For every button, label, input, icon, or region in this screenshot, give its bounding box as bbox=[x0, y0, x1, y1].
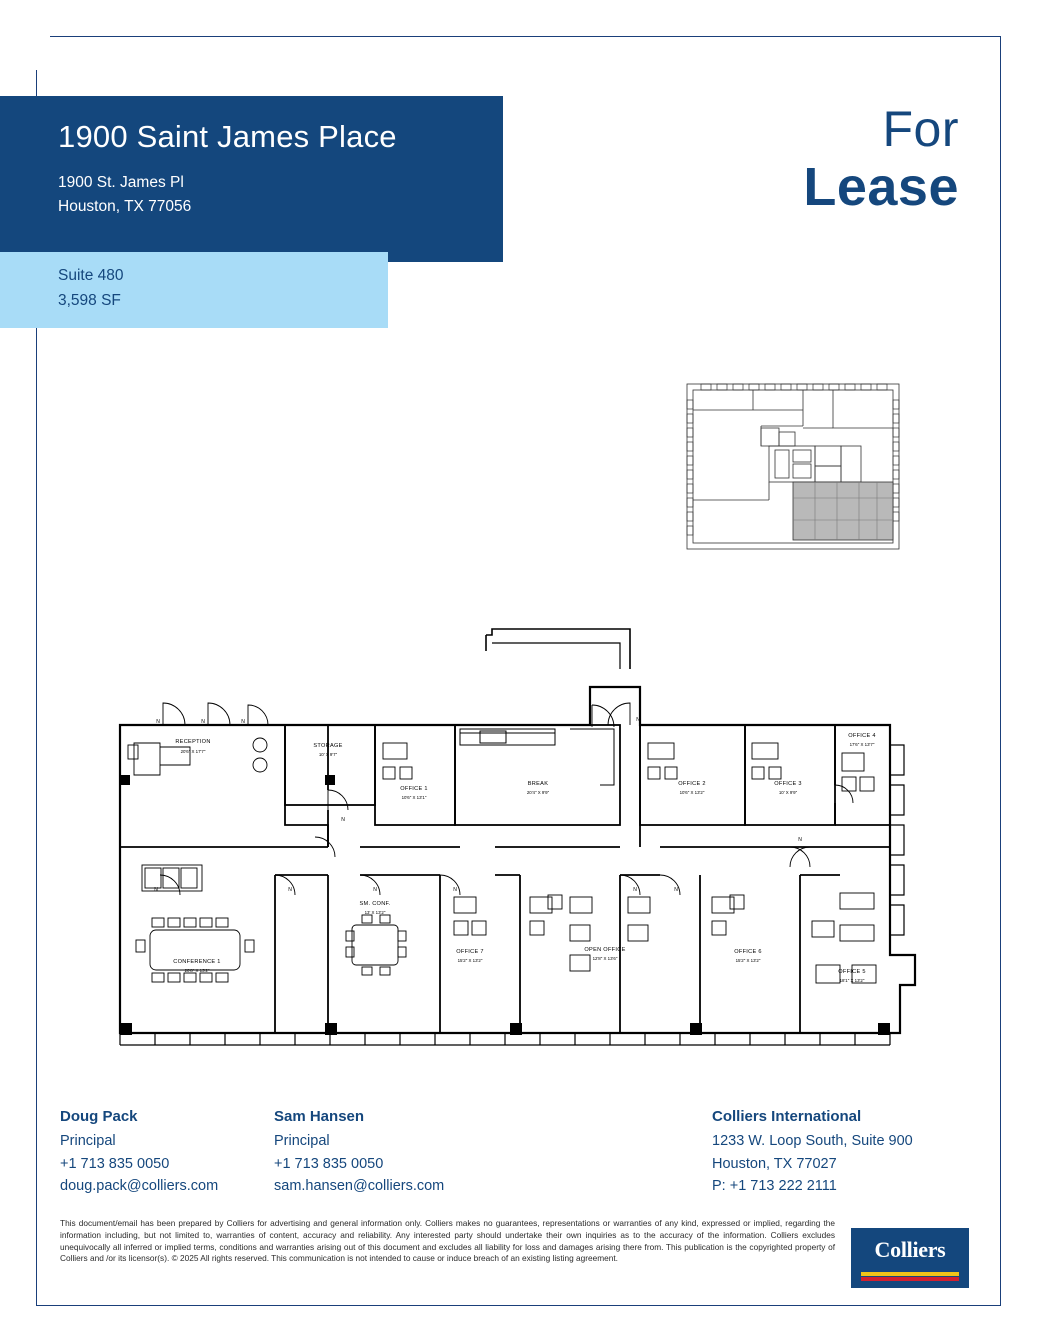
contact-name: Sam Hansen bbox=[274, 1108, 365, 1125]
svg-text:N: N bbox=[373, 887, 377, 893]
logo-bar-red bbox=[861, 1277, 959, 1281]
svg-text:CONFERENCE 1: CONFERENCE 1 bbox=[173, 959, 221, 965]
company-address-2: Houston, TX 77027 bbox=[712, 1155, 837, 1172]
svg-text:12'8" X 13'6": 12'8" X 13'6" bbox=[592, 956, 618, 961]
contact-email[interactable]: doug.pack@colliers.com bbox=[60, 1178, 219, 1195]
address-line-2: Houston, TX 77056 bbox=[58, 198, 192, 216]
svg-text:N: N bbox=[674, 887, 678, 893]
svg-text:OFFICE 5: OFFICE 5 bbox=[838, 969, 866, 975]
svg-text:N: N bbox=[798, 837, 802, 843]
address-line-1: 1900 St. James Pl bbox=[58, 174, 184, 192]
page-border-notch bbox=[30, 30, 50, 70]
lease-word: Lease bbox=[803, 157, 959, 217]
title-block bbox=[0, 96, 503, 262]
svg-text:10' X 9'9": 10' X 9'9" bbox=[778, 790, 798, 795]
company-info bbox=[712, 1105, 913, 1198]
svg-text:OPEN OFFICE: OPEN OFFICE bbox=[584, 947, 626, 953]
suite-label: Suite 480 bbox=[58, 267, 124, 284]
svg-text:N: N bbox=[201, 719, 205, 725]
svg-text:STORAGE: STORAGE bbox=[313, 743, 343, 749]
svg-text:BREAK: BREAK bbox=[527, 781, 549, 787]
suite-block bbox=[0, 252, 388, 328]
svg-text:N: N bbox=[453, 887, 457, 893]
svg-text:OFFICE 3: OFFICE 3 bbox=[774, 781, 802, 787]
svg-text:SM. CONF.: SM. CONF. bbox=[359, 901, 391, 907]
logo-wordmark: Colliers bbox=[874, 1237, 946, 1262]
svg-text:OFFICE 4: OFFICE 4 bbox=[848, 733, 876, 739]
svg-text:10' X 9'7": 10' X 9'7" bbox=[318, 752, 338, 757]
svg-text:OFFICE 6: OFFICE 6 bbox=[734, 949, 762, 955]
svg-text:N: N bbox=[156, 719, 160, 725]
for-lease-heading bbox=[803, 101, 959, 217]
svg-text:20'8" X 13'2": 20'8" X 13'2" bbox=[184, 968, 210, 973]
company-name: Colliers International bbox=[712, 1108, 862, 1125]
svg-text:13' X 13'2": 13' X 13'2" bbox=[364, 910, 386, 915]
company-phone[interactable]: P: +1 713 222 2111 bbox=[712, 1178, 837, 1195]
contact-title: Principal bbox=[274, 1133, 330, 1150]
svg-text:10'6" X 13'1": 10'6" X 13'1" bbox=[401, 795, 427, 800]
svg-text:10'6" X 13'2": 10'6" X 13'2" bbox=[679, 790, 705, 795]
contact-phone[interactable]: +1 713 835 0050 bbox=[60, 1155, 170, 1172]
page-title: 1900 Saint James Place bbox=[58, 119, 397, 154]
svg-text:20'6" X 17'7": 20'6" X 17'7" bbox=[180, 749, 206, 754]
contact-name: Doug Pack bbox=[60, 1108, 138, 1125]
for-word: For bbox=[882, 101, 959, 157]
logo-bar-yellow bbox=[861, 1272, 959, 1276]
svg-text:OFFICE 1: OFFICE 1 bbox=[400, 786, 428, 792]
contact-phone[interactable]: +1 713 835 0050 bbox=[274, 1155, 384, 1172]
svg-text:N: N bbox=[633, 887, 637, 893]
svg-text:N: N bbox=[288, 887, 292, 893]
svg-text:20'4" X 9'9": 20'4" X 9'9" bbox=[526, 790, 550, 795]
disclaimer-text: This document/email has been prepared by Colliers for advertising and general information only. Colliers makes no guarantees, representations or warranties of any kind, expressed or implied, regarding the information including, but not limited to, warranties of content, accuracy and reliability. Any interested party should undertake their own inquiries as to the accuracy of the information. Colliers excludes unequivocally all inferred or implied terms, conditions and warranties arising out of this document and excludes all liability for loss and damages arising there from. This publication is the copyrighted property of Colliers and /or its licensor(s). © 2025 All rights reserved. This communication is not intended to cause or induce breach of an existing listing agreement. bbox=[60, 1218, 835, 1264]
svg-text:N: N bbox=[341, 817, 345, 823]
suite-floor-plan bbox=[100, 625, 940, 1065]
company-address-1: 1233 W. Loop South, Suite 900 bbox=[712, 1133, 913, 1150]
contact-doug-pack bbox=[60, 1105, 218, 1198]
suite-size: 3,598 SF bbox=[58, 291, 121, 309]
svg-text:15'2" X 13'2": 15'2" X 13'2" bbox=[457, 958, 483, 963]
svg-text:OFFICE 7: OFFICE 7 bbox=[456, 949, 484, 955]
svg-text:N: N bbox=[241, 719, 245, 725]
svg-text:15'2" X 13'2": 15'2" X 13'2" bbox=[735, 958, 761, 963]
contact-sam-hansen bbox=[274, 1105, 444, 1198]
contact-title: Principal bbox=[60, 1133, 116, 1150]
svg-text:RECEPTION: RECEPTION bbox=[175, 739, 211, 745]
svg-text:OFFICE 2: OFFICE 2 bbox=[678, 781, 706, 787]
svg-text:N: N bbox=[636, 717, 640, 723]
colliers-logo bbox=[851, 1228, 969, 1288]
svg-text:N: N bbox=[154, 887, 158, 893]
svg-text:17'6" X 13'7": 17'6" X 13'7" bbox=[849, 742, 875, 747]
svg-text:18'1" X 13'2": 18'1" X 13'2" bbox=[839, 978, 865, 983]
contact-email[interactable]: sam.hansen@colliers.com bbox=[274, 1178, 445, 1195]
key-plan bbox=[683, 380, 908, 560]
